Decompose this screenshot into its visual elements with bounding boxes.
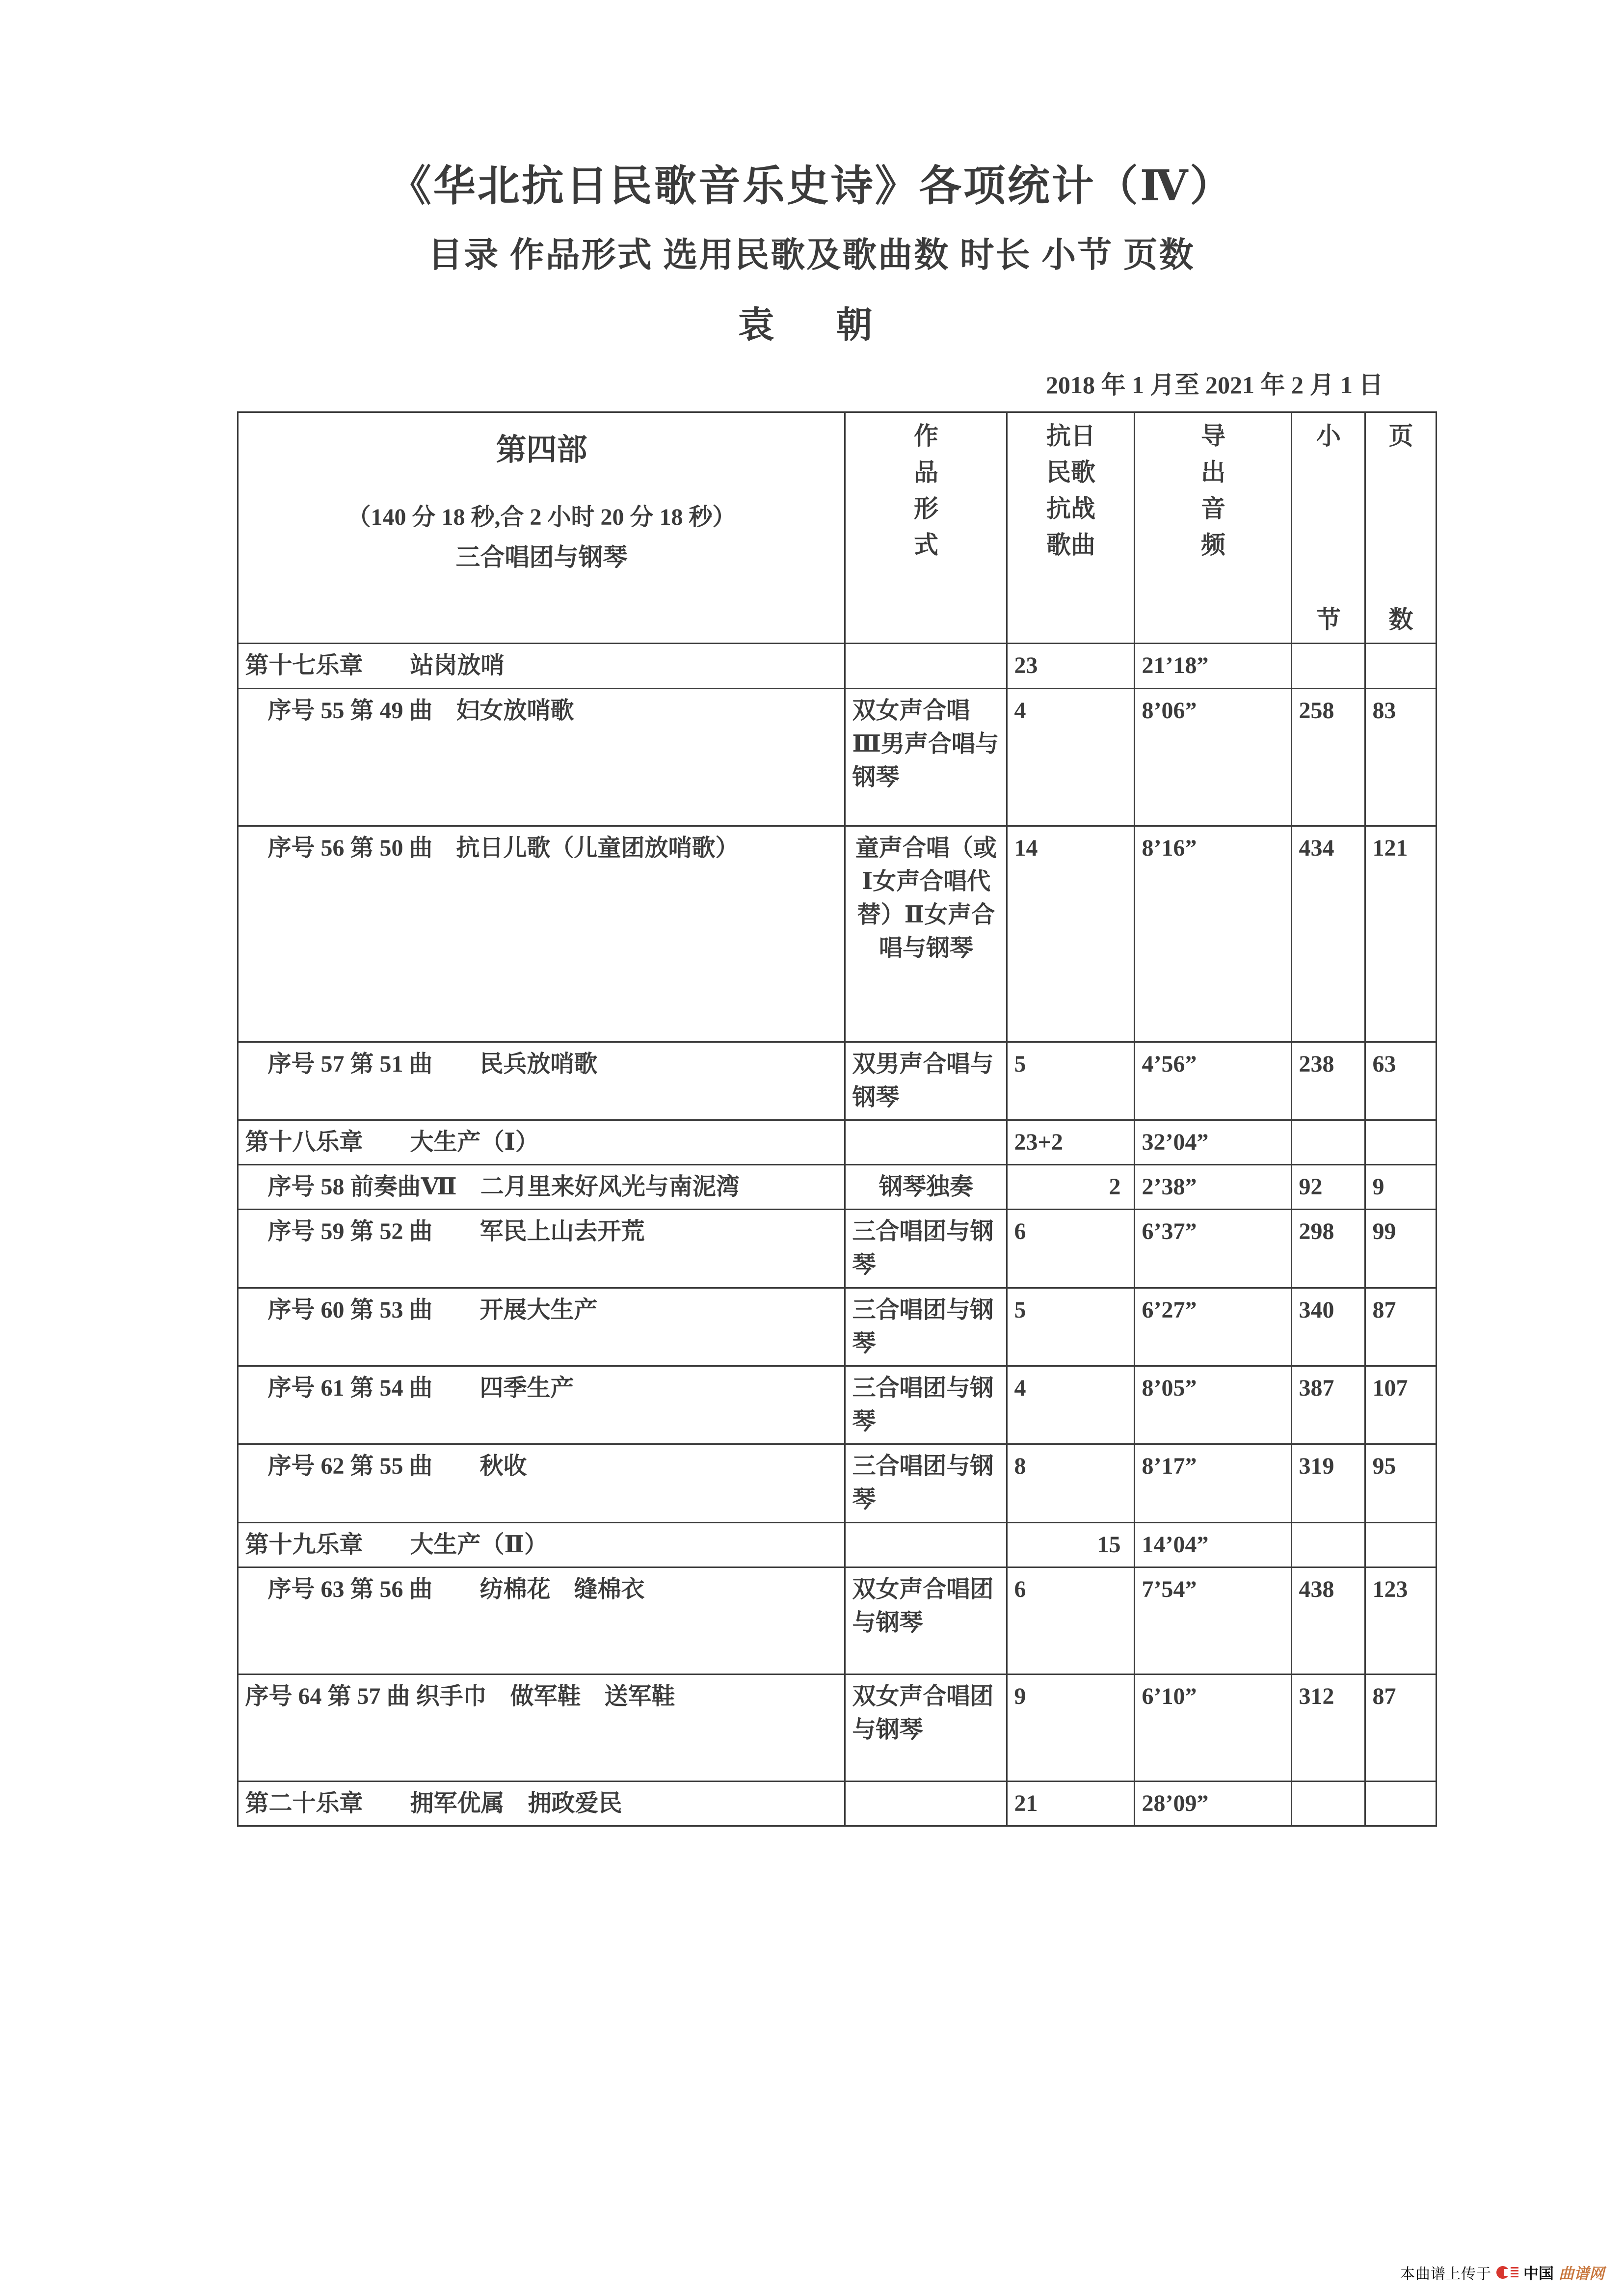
songs-char-4: 歌曲: [1046, 531, 1095, 559]
row-bars: 92: [1291, 1165, 1365, 1210]
row-title: 序号 56 第 50 曲 抗日儿歌（儿童团放哨歌）: [238, 826, 845, 1042]
row-pages: 87: [1365, 1288, 1436, 1366]
date-range: 2018 年 1 月至 2021 年 2 月 1 日: [1046, 371, 1384, 399]
form-char-3: 形: [914, 495, 938, 523]
row-audio: 8’05”: [1134, 1366, 1291, 1444]
row-title: 序号 57 第 51 曲 民兵放哨歌: [238, 1042, 845, 1120]
column-header-audio-stack: [1142, 418, 1285, 563]
row-audio: 8’17”: [1134, 1444, 1291, 1522]
part-duration: （140 分 18 秒,合 2 小时 20 分 18 秒）: [347, 504, 736, 530]
row-pages: 121: [1365, 826, 1436, 1042]
row-songs: 6: [1007, 1567, 1134, 1674]
row-title: 第十九乐章 大生产（Ⅱ）: [238, 1522, 845, 1567]
row-title: 序号 64 第 57 曲 织手巾 做军鞋 送军鞋: [238, 1674, 845, 1781]
table-row: [238, 1366, 1436, 1444]
row-bars: [1291, 644, 1365, 688]
row-bars: [1291, 1781, 1365, 1826]
row-title: 序号 59 第 52 曲 军民上山去开荒: [238, 1210, 845, 1288]
row-songs: 2: [1007, 1165, 1134, 1210]
row-bars: [1291, 1120, 1365, 1164]
row-title: 序号 55 第 49 曲 妇女放哨歌: [238, 688, 845, 826]
row-title: 序号 62 第 55 曲 秋收: [238, 1444, 845, 1522]
row-bars: 298: [1291, 1210, 1365, 1288]
row-audio: 7’54”: [1134, 1567, 1291, 1674]
column-header-songs-stack: [1014, 418, 1128, 563]
row-form: 三合唱团与钢琴: [845, 1210, 1007, 1288]
row-title: 第十七乐章 站岗放哨: [238, 644, 845, 688]
row-pages: 83: [1365, 688, 1436, 826]
row-form: 钢琴独奏: [845, 1165, 1007, 1210]
row-form: 童声合唱（或Ⅰ女声合唱代替）Ⅱ女声合唱与钢琴: [845, 826, 1007, 1042]
audio-char-3: 音: [1201, 495, 1225, 523]
row-songs: 9: [1007, 1674, 1134, 1781]
column-header-songs: [1007, 412, 1134, 644]
row-songs: 15: [1007, 1522, 1134, 1567]
row-title: 序号 58 前奏曲Ⅶ 二月里来好风光与南泥湾: [238, 1165, 845, 1210]
row-songs: 5: [1007, 1042, 1134, 1120]
row-form: [845, 1522, 1007, 1567]
table-row: [238, 1165, 1436, 1210]
row-form: 三合唱团与钢琴: [845, 1366, 1007, 1444]
column-header-form-stack: [852, 418, 1000, 563]
row-pages: [1365, 644, 1436, 688]
row-songs: 14: [1007, 826, 1134, 1042]
row-audio: 6’27”: [1134, 1288, 1291, 1366]
row-audio: 4’56”: [1134, 1042, 1291, 1120]
row-form: [845, 644, 1007, 688]
table-row: [238, 1042, 1436, 1120]
watermark-brand-cn: 中国: [1523, 2265, 1554, 2282]
row-bars: 438: [1291, 1567, 1365, 1674]
header-part-cell: [238, 412, 845, 644]
table-row: [238, 1288, 1436, 1366]
row-audio: 21’18”: [1134, 644, 1291, 688]
row-songs: 21: [1007, 1781, 1134, 1826]
part-ensemble: 三合唱团与钢琴: [455, 543, 628, 571]
table-row: [238, 688, 1436, 826]
pages-char-1: 页: [1388, 422, 1413, 450]
row-title: 第十八乐章 大生产（Ⅰ）: [238, 1120, 845, 1164]
songs-char-2: 民歌: [1046, 459, 1095, 486]
column-header-form: [845, 412, 1007, 644]
table-row: [238, 1210, 1436, 1288]
row-audio: 6’37”: [1134, 1210, 1291, 1288]
page-title: 《华北抗日民歌音乐史诗》各项统计（Ⅳ）: [389, 162, 1234, 210]
row-songs: 4: [1007, 688, 1134, 826]
page-subtitle: 目录 作品形式 选用民歌及歌曲数 时长 小节 页数: [428, 236, 1195, 274]
row-form: [845, 1120, 1007, 1164]
row-songs: 4: [1007, 1366, 1134, 1444]
row-form: 双女声合唱团与钢琴: [845, 1567, 1007, 1674]
row-form: [845, 1781, 1007, 1826]
table-row: [238, 644, 1436, 688]
row-songs: 23: [1007, 644, 1134, 688]
row-pages: [1365, 1522, 1436, 1567]
audio-char-1: 导: [1201, 422, 1225, 450]
row-audio: 8’06”: [1134, 688, 1291, 826]
form-char-4: 式: [914, 531, 938, 559]
row-pages: 63: [1365, 1042, 1436, 1120]
row-pages: [1365, 1781, 1436, 1826]
songs-char-1: 抗日: [1046, 422, 1095, 450]
watermark-text: 本曲谱上传于: [1400, 2266, 1491, 2282]
row-pages: 107: [1365, 1366, 1436, 1444]
table-row: [238, 1120, 1436, 1164]
column-header-bars: [1291, 412, 1365, 644]
row-pages: 87: [1365, 1674, 1436, 1781]
table-row: [238, 826, 1436, 1042]
row-bars: 319: [1291, 1444, 1365, 1522]
row-songs: 6: [1007, 1210, 1134, 1288]
row-songs: 5: [1007, 1288, 1134, 1366]
row-audio: 6’10”: [1134, 1674, 1291, 1781]
row-bars: 238: [1291, 1042, 1365, 1120]
row-form: 双女声合唱 Ⅲ男声合唱与钢琴: [845, 688, 1007, 826]
row-form: 三合唱团与钢琴: [845, 1288, 1007, 1366]
bars-char-2: 节: [1316, 606, 1341, 634]
row-bars: 312: [1291, 1674, 1365, 1781]
row-bars: 434: [1291, 826, 1365, 1042]
pages-char-2: 数: [1388, 606, 1413, 634]
document-header: [0, 0, 1623, 347]
row-title: 序号 61 第 54 曲 四季生产: [238, 1366, 845, 1444]
row-form: 双女声合唱团与钢琴: [845, 1674, 1007, 1781]
author-name: 袁 朝: [738, 305, 885, 346]
row-pages: 99: [1365, 1210, 1436, 1288]
qupu-logo-icon: [1496, 2266, 1518, 2279]
row-bars: [1291, 1522, 1365, 1567]
row-audio: 8’16”: [1134, 826, 1291, 1042]
row-title: 序号 63 第 56 曲 纺棉花 缝棉衣: [238, 1567, 845, 1674]
row-title: 序号 60 第 53 曲 开展大生产: [238, 1288, 845, 1366]
row-audio: 14’04”: [1134, 1522, 1291, 1567]
row-pages: [1365, 1120, 1436, 1164]
row-bars: 258: [1291, 688, 1365, 826]
table-row: [238, 1522, 1436, 1567]
bars-char-1: 小: [1316, 422, 1341, 450]
row-audio: 32’04”: [1134, 1120, 1291, 1164]
table-row: [238, 1444, 1436, 1522]
watermark-brand-site: 曲谱网: [1559, 2265, 1604, 2282]
column-header-pages: [1365, 412, 1436, 644]
row-form: 双男声合唱与钢琴: [845, 1042, 1007, 1120]
column-header-bars-stack: [1299, 418, 1358, 638]
audio-char-4: 频: [1201, 531, 1225, 559]
row-bars: 387: [1291, 1366, 1365, 1444]
row-pages: 9: [1365, 1165, 1436, 1210]
row-form: 三合唱团与钢琴: [845, 1444, 1007, 1522]
row-songs: 23+2: [1007, 1120, 1134, 1164]
row-songs: 8: [1007, 1444, 1134, 1522]
column-header-pages-stack: [1373, 418, 1430, 638]
songs-char-3: 抗战: [1046, 495, 1095, 523]
row-audio: 2’38”: [1134, 1165, 1291, 1210]
statistics-table-wrapper: [237, 411, 1413, 1826]
form-char-2: 品: [914, 459, 938, 486]
table-header-row: [238, 412, 1436, 644]
logo-circle-icon: [1496, 2266, 1509, 2279]
row-title: 第二十乐章 拥军优属 拥政爱民: [238, 1781, 845, 1826]
column-header-audio: [1134, 412, 1291, 644]
part-title: 第四部: [496, 433, 587, 467]
table-row: [238, 1567, 1436, 1674]
row-bars: 340: [1291, 1288, 1365, 1366]
table-row: [238, 1781, 1436, 1826]
table-row: [238, 1674, 1436, 1781]
row-pages: 123: [1365, 1567, 1436, 1674]
statistics-table: [237, 411, 1437, 1826]
row-pages: 95: [1365, 1444, 1436, 1522]
audio-char-2: 出: [1201, 459, 1225, 486]
logo-staff-icon: [1511, 2267, 1518, 2278]
site-watermark: [1400, 2261, 1604, 2283]
form-char-1: 作: [914, 422, 938, 450]
row-audio: 28’09”: [1134, 1781, 1291, 1826]
